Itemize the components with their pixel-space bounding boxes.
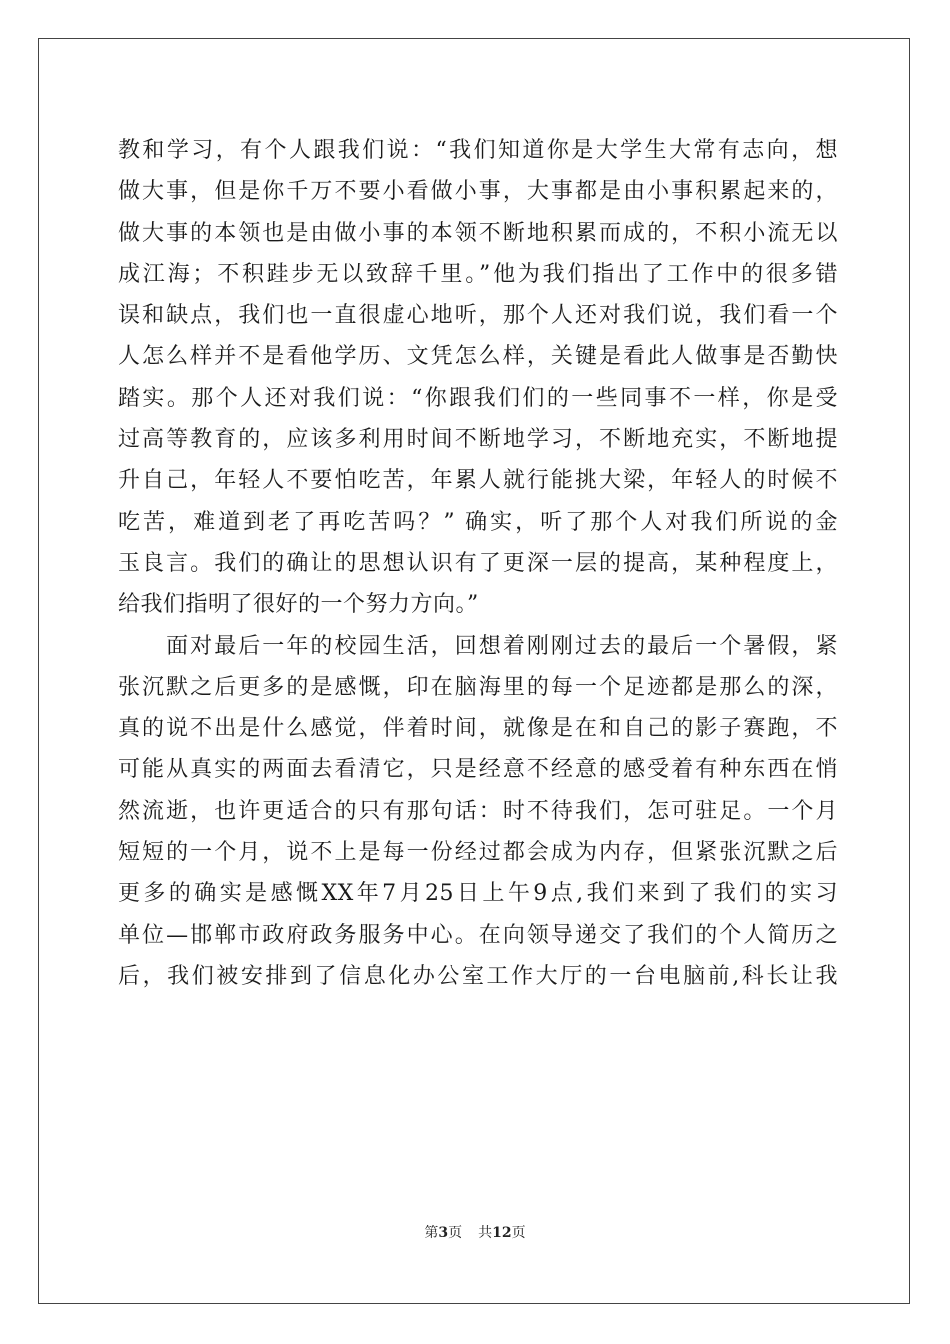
text-line: 短短的一个月，说不上是每一份经过都会成为内存，但紧张沉默之后 bbox=[118, 840, 838, 866]
text-line: 张沉默之后更多的是感慨，印在脑海里的每一个足迹都是那么的深， bbox=[118, 674, 838, 700]
text-line: 玉良言。我们的确让的思想认识有了更深一层的提高，某种程度上， bbox=[118, 550, 838, 576]
text-line: 真的说不出是什么感觉，伴着时间，就像是在和自己的影子赛跑，不 bbox=[118, 716, 838, 742]
text-line: 更多的确实是感慨XX年7月25日上午9点,我们来到了我们的实习 bbox=[118, 881, 838, 907]
text-line: 后，我们被安排到了信息化办公室工作大厅的一台电脑前,科长让我 bbox=[118, 963, 838, 989]
text-line: 成江海；不积跬步无以致辞千里。”他为我们指出了工作中的很多错 bbox=[118, 261, 838, 287]
total-pages-prefix: 共 bbox=[478, 1225, 493, 1241]
document-body bbox=[118, 130, 838, 997]
text-line: 吃苦，难道到老了再吃苦吗？” 确实，听了那个人对我们所说的金 bbox=[118, 509, 838, 535]
text-line: 然流逝，也许更适合的只有那句话：时不待我们，怎可驻足。一个月 bbox=[118, 798, 838, 824]
text-line: 踏实。那个人还对我们说：“你跟我们们的一些同事不一样，你是受 bbox=[118, 385, 838, 411]
text-line: 做大事，但是你千万不要小看做小事，大事都是由小事积累起来的， bbox=[118, 179, 838, 205]
text-line: 给我们指明了很好的一个努力方向。” bbox=[118, 592, 479, 618]
page-footer bbox=[0, 1222, 950, 1242]
text-line: 教和学习，有个人跟我们说：“我们知道你是大学生大常有志向，想 bbox=[118, 138, 838, 163]
text-line: 过高等教育的，应该多利用时间不断地学习，不断地充实，不断地提 bbox=[118, 427, 838, 453]
current-page-number: 3 bbox=[438, 1225, 449, 1241]
page-number-suffix: 页 bbox=[448, 1225, 463, 1241]
text-line: 单位—邯郸市政府政务服务中心。在向领导递交了我们的个人简历之 bbox=[118, 922, 838, 948]
total-pages-suffix: 页 bbox=[511, 1225, 526, 1241]
page-number-prefix: 第 bbox=[424, 1225, 439, 1241]
text-line: 面对最后一年的校园生活，回想着刚刚过去的最后一个暑假，紧 bbox=[118, 633, 838, 659]
total-page-count: 12 bbox=[492, 1225, 512, 1241]
text-line: 做大事的本领也是由做小事的本领不断地积累而成的，不积小流无以 bbox=[118, 220, 838, 246]
text-line: 可能从真实的两面去看清它，只是经意不经意的感受着有种东西在悄 bbox=[118, 757, 838, 783]
text-line: 人怎么样并不是看他学历、文凭怎么样，关键是看此人做事是否勤快 bbox=[118, 344, 838, 370]
text-line: 误和缺点，我们也一直很虚心地听，那个人还对我们说，我们看一个 bbox=[118, 303, 838, 329]
text-line: 升自己，年轻人不要怕吃苦，年累人就行能挑大梁，年轻人的时候不 bbox=[118, 468, 838, 494]
